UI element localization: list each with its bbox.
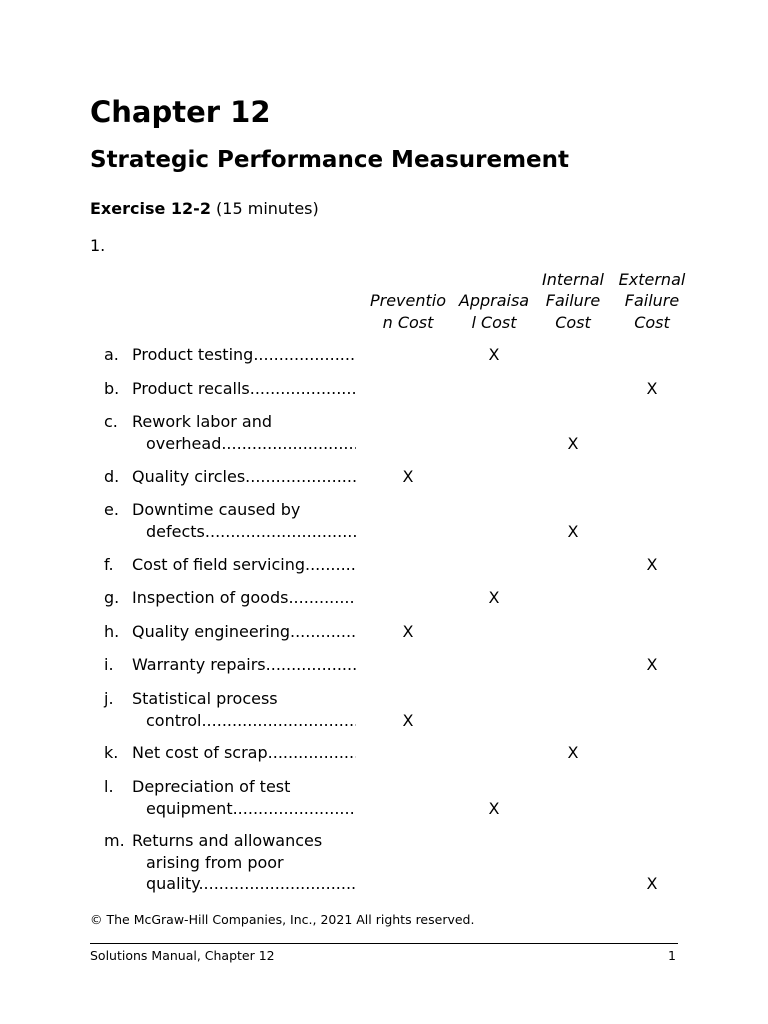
row-description-line <box>132 852 356 874</box>
row-description-text: Net cost of scrap <box>132 743 268 762</box>
row-description-text: Cost of field servicing <box>132 555 305 574</box>
row-description-text: overhead <box>146 433 222 453</box>
row-description-line <box>132 411 356 433</box>
row-description-line <box>132 710 356 732</box>
row-letter: d. <box>104 467 120 486</box>
page-number: 1 <box>668 948 676 963</box>
row-description <box>132 654 356 676</box>
row-description-line <box>132 466 356 488</box>
row-description <box>132 499 356 542</box>
row-description <box>132 587 356 609</box>
row-description-line <box>132 344 356 366</box>
column-header-line: Failure <box>624 291 680 310</box>
classification-mark-prevention: X <box>402 622 414 641</box>
row-letter: e. <box>104 500 119 519</box>
part-number: 1. <box>90 236 106 255</box>
column-header-line: Cost <box>555 312 591 332</box>
row-description <box>132 742 356 764</box>
row-description-line <box>132 873 356 895</box>
table-row <box>0 688 768 731</box>
table-row <box>0 621 768 643</box>
column-header-internal-failure-cost <box>533 268 613 333</box>
copyright-notice: © The McGraw-Hill Companies, Inc., 2021 All rights reserved. <box>90 912 475 927</box>
row-letter: g. <box>104 588 120 607</box>
column-header-prevention-cost <box>368 268 448 333</box>
column-header-line: Failure <box>545 291 601 310</box>
row-description-text: quality <box>146 874 199 893</box>
table-row <box>0 411 768 454</box>
column-header-external-failure-cost <box>612 268 692 333</box>
column-header-line: Cost <box>634 312 670 332</box>
table-row <box>0 830 768 895</box>
row-description-text: defects <box>146 521 205 541</box>
row-description-text: Warranty repairs <box>132 655 266 674</box>
row-description-line <box>132 654 356 676</box>
classification-mark-internal: X <box>567 521 579 541</box>
table-row <box>0 587 768 609</box>
exercise-time: (15 minutes) <box>216 199 319 218</box>
classification-mark-external: X <box>646 874 658 893</box>
row-description-line <box>132 798 356 820</box>
row-letter: k. <box>104 743 119 762</box>
footer-title: Solutions Manual, Chapter 12 <box>90 948 275 963</box>
row-description <box>132 830 356 895</box>
classification-mark-prevention: X <box>402 710 414 730</box>
classification-mark-external: X <box>646 655 658 674</box>
row-description-text: Quality circles <box>132 467 246 486</box>
column-header-appraisal-cost <box>454 268 534 333</box>
row-description-text: Quality engineering <box>132 622 290 641</box>
chapter-title: Chapter 12 <box>90 95 271 129</box>
row-description-text: arising from poor <box>146 852 284 872</box>
exercise-heading <box>90 198 319 220</box>
row-letter: h. <box>104 622 120 641</box>
column-header-line: Appraisa <box>458 291 530 310</box>
column-header-line: n Cost <box>382 312 434 332</box>
chapter-subtitle: Strategic Performance Measurement <box>90 147 570 173</box>
row-letter: l. <box>104 777 114 796</box>
table-row <box>0 466 768 488</box>
column-header-line: Internal <box>542 269 604 289</box>
row-description-line <box>132 521 356 543</box>
column-header-line: External <box>618 269 686 289</box>
row-description-line <box>132 554 356 576</box>
row-letter: f. <box>104 555 114 574</box>
row-description-line <box>132 433 356 455</box>
row-letter: a. <box>104 345 119 364</box>
row-description-line <box>132 378 356 400</box>
row-letter: i. <box>104 655 114 674</box>
row-description-line <box>132 499 356 521</box>
row-letter: j. <box>104 689 114 708</box>
row-description <box>132 688 356 731</box>
row-description-line <box>132 587 356 609</box>
row-description-text: equipment <box>146 798 233 818</box>
row-letter: m. <box>104 831 125 850</box>
row-letter: c. <box>104 412 118 431</box>
classification-mark-appraisal: X <box>488 345 500 364</box>
classification-mark-internal: X <box>567 433 579 453</box>
table-row <box>0 554 768 576</box>
row-description-line <box>132 742 356 764</box>
row-description-text: Statistical process <box>132 689 278 708</box>
row-description-text: control <box>146 710 202 730</box>
row-description-line <box>132 621 356 643</box>
row-description-text: Product recalls <box>132 379 250 398</box>
row-description <box>132 621 356 643</box>
row-description <box>132 776 356 819</box>
row-description-line <box>132 776 356 798</box>
table-row <box>0 378 768 400</box>
row-description <box>132 466 356 488</box>
classification-mark-internal: X <box>567 743 579 762</box>
classification-mark-appraisal: X <box>488 588 500 607</box>
row-description <box>132 378 356 400</box>
row-description-text: Downtime caused by <box>132 500 301 519</box>
table-row <box>0 344 768 366</box>
row-description-text: Depreciation of test <box>132 777 291 796</box>
row-description-text: Inspection of goods <box>132 588 289 607</box>
row-description <box>132 411 356 454</box>
row-description <box>132 344 356 366</box>
row-letter: b. <box>104 379 120 398</box>
row-description-text: Product testing <box>132 345 254 364</box>
classification-mark-external: X <box>646 379 658 398</box>
exercise-label: Exercise 12-2 <box>90 199 211 218</box>
column-header-line: l Cost <box>471 312 517 332</box>
classification-mark-prevention: X <box>402 467 414 486</box>
row-description-line <box>132 688 356 710</box>
column-header-line: Preventio <box>369 291 447 310</box>
table-row <box>0 499 768 542</box>
table-row <box>0 776 768 819</box>
footer-divider <box>90 943 678 944</box>
row-description-text: Rework labor and <box>132 412 273 431</box>
row-description <box>132 554 356 576</box>
classification-mark-appraisal: X <box>488 798 500 818</box>
row-description-text: Returns and allowances <box>132 831 323 850</box>
table-row <box>0 654 768 676</box>
table-row <box>0 742 768 764</box>
classification-mark-external: X <box>646 555 658 574</box>
row-description-line <box>132 830 356 852</box>
